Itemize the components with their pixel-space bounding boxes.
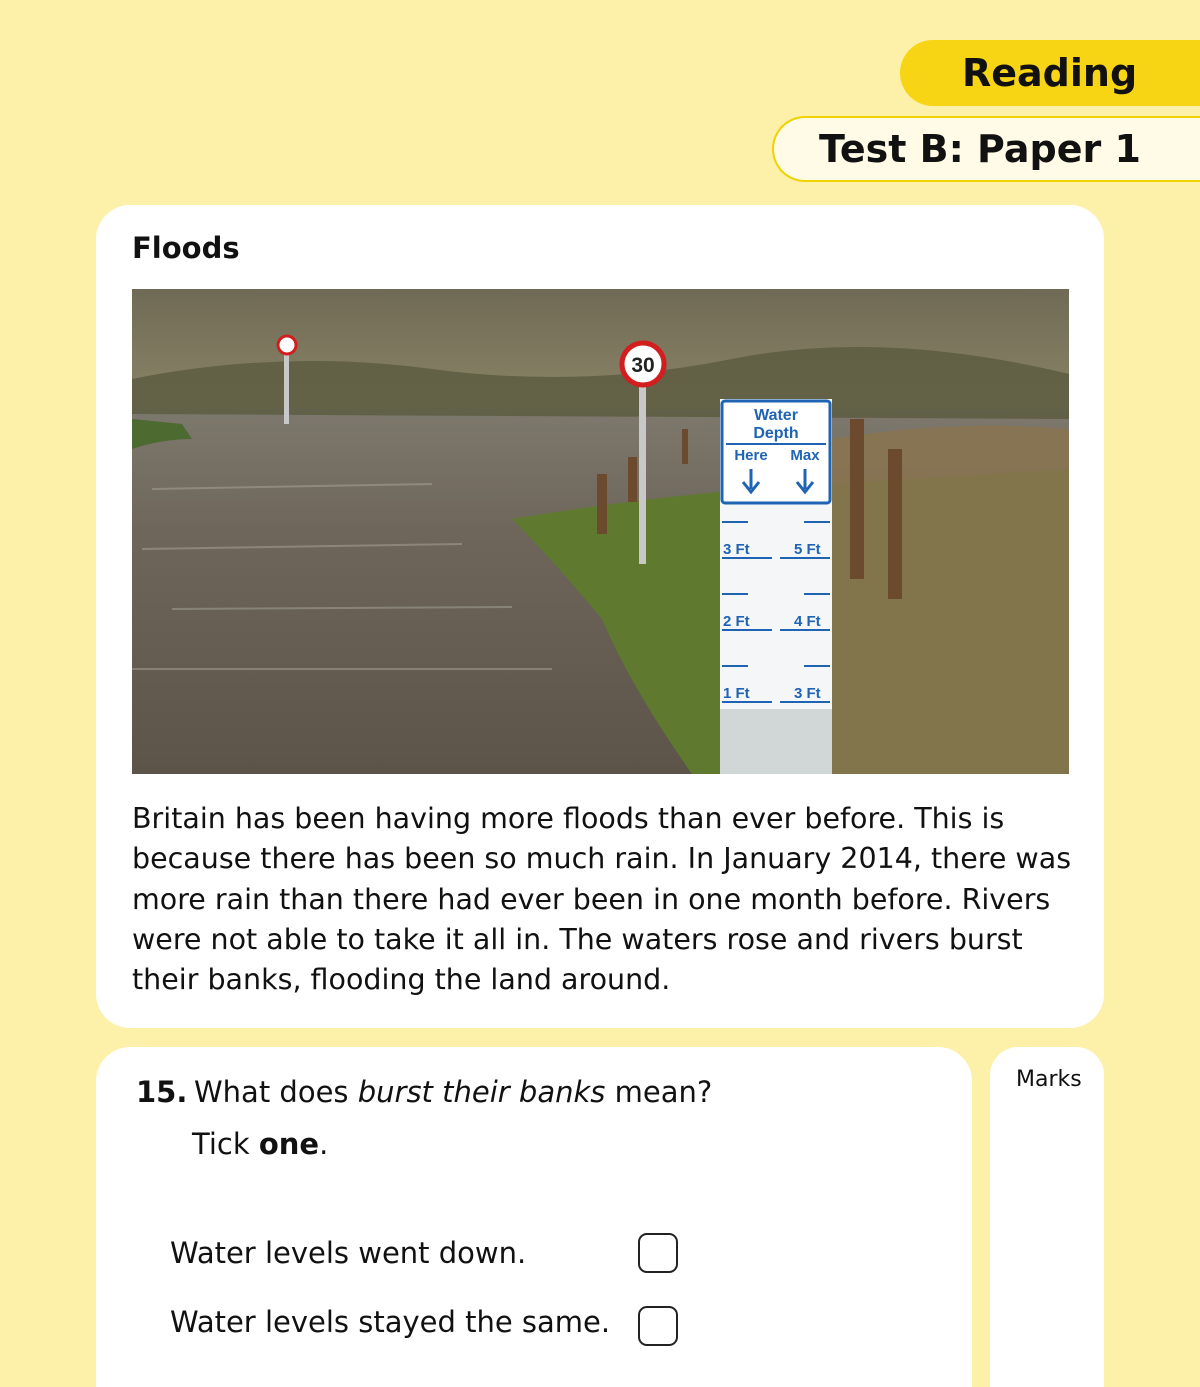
sign-max-mark: 3 Ft [794, 685, 821, 702]
instruction-bold: one [258, 1127, 320, 1161]
option-label: Water levels went down. [170, 1236, 527, 1270]
sign-here-mark: 2 Ft [723, 613, 750, 630]
question-instruction [192, 1127, 328, 1161]
passage-text: Britain has been having more floods than ever before. This is because there has been so much rain. In January 2014, there was more rain than there had ever been in one month before. Rivers were not able to take it all in. The waters rose and rivers burst their banks, flooding the land around. [132, 802, 1072, 997]
sign-max-mark: 5 Ft [794, 541, 821, 558]
instruction-start: Tick [192, 1127, 259, 1161]
sign-here-mark: 3 Ft [723, 541, 750, 558]
speed-limit-sign-text: 30 [631, 354, 655, 377]
question-text [194, 1075, 712, 1109]
paper-label: Test B: Paper 1 [819, 127, 1141, 171]
sign-heading-1: Water [754, 407, 798, 424]
sign-heading-2: Depth [753, 425, 799, 442]
option-checkbox[interactable] [638, 1306, 678, 1346]
question-card [96, 1047, 972, 1387]
passage-card [96, 205, 1104, 1028]
sign-here-mark: 1 Ft [723, 685, 750, 702]
marks-label: Marks [1016, 1067, 1082, 1092]
sign-col-here: Here [734, 447, 768, 464]
option-checkbox[interactable] [638, 1233, 678, 1273]
option-label: Water levels stayed the same. [170, 1305, 611, 1339]
passage-title: Floods [132, 231, 240, 265]
instruction-end: . [319, 1127, 329, 1161]
subject-label: Reading [962, 51, 1138, 95]
paper-tab [772, 116, 1200, 182]
flood-photo [132, 289, 1069, 774]
subject-tab [900, 40, 1200, 106]
marks-column [990, 1047, 1104, 1387]
question-text-end: mean? [605, 1075, 713, 1109]
question-number: 15. [136, 1075, 188, 1109]
question-text-start: What does [194, 1075, 358, 1109]
question-phrase: burst their banks [357, 1075, 606, 1109]
sign-max-mark: 4 Ft [794, 613, 821, 630]
sign-col-max: Max [790, 447, 820, 464]
